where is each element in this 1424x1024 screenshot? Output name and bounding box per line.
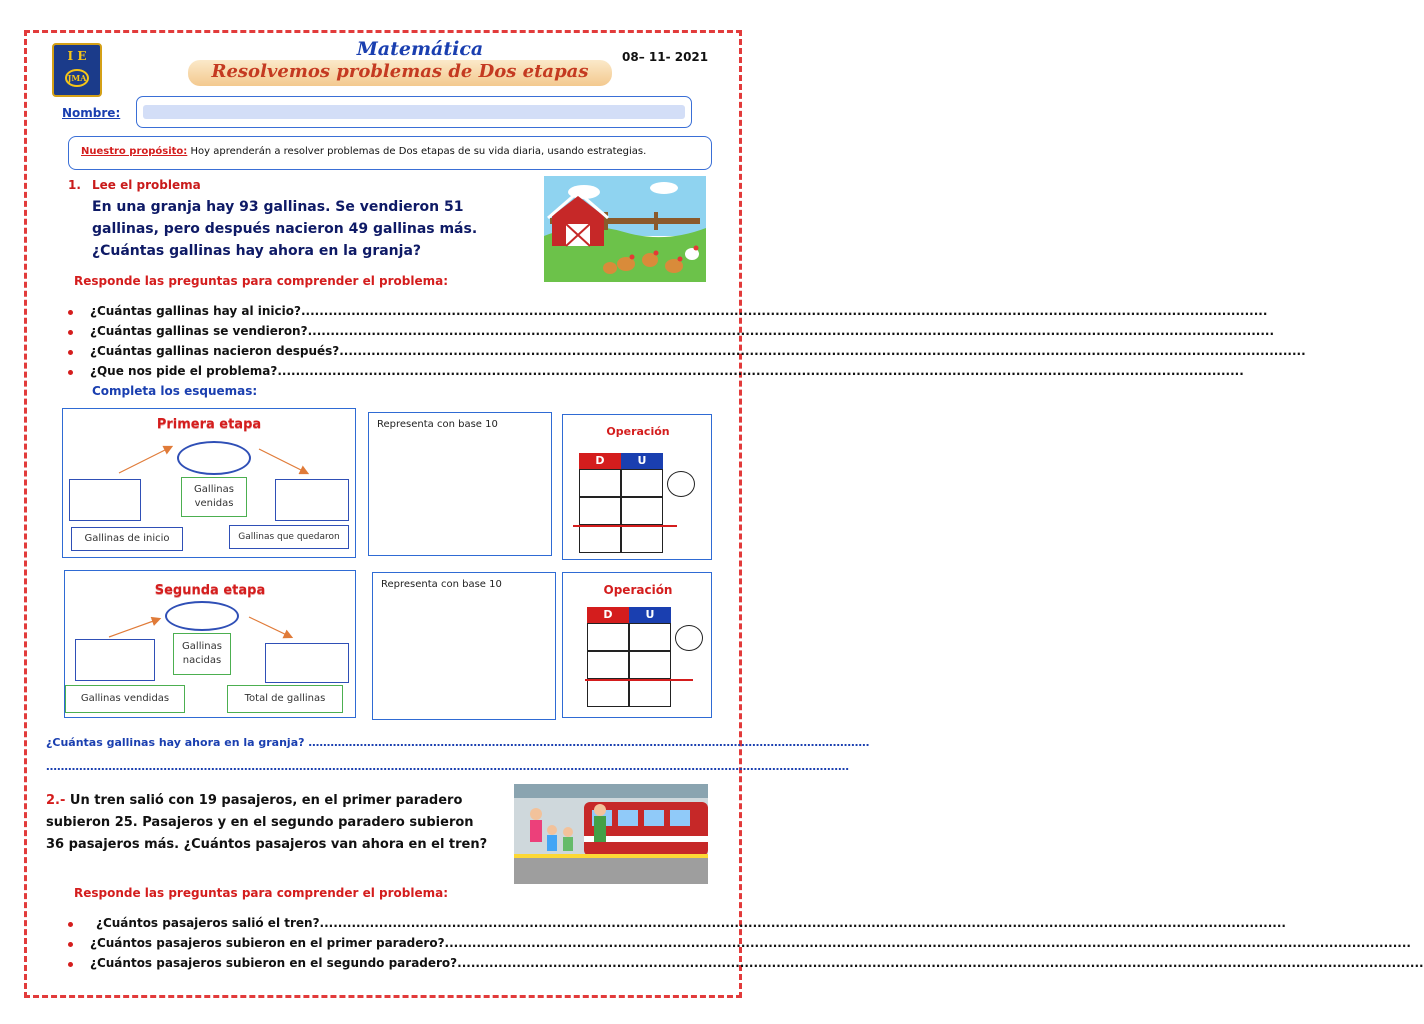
stage2-represent-box[interactable] — [372, 572, 556, 720]
table-cell[interactable] — [629, 623, 671, 651]
stage1-left-box[interactable] — [69, 479, 141, 521]
problem2-questions — [68, 916, 708, 976]
complete-instruction: Completa los esquemas: — [92, 384, 258, 398]
question-text: ¿Cuántos pasajeros subieron en el segundo paradero? ..... — [90, 956, 694, 970]
question-text: ¿Que nos pide el problema? ..... — [90, 364, 700, 378]
stage1-operation-label: Operación — [606, 425, 670, 438]
stage1-right-box[interactable] — [275, 479, 349, 521]
table-cell[interactable] — [629, 651, 671, 679]
stage1-represent-box[interactable] — [368, 412, 552, 556]
stage2-left-label: Gallinas vendidas — [65, 685, 185, 713]
problem1-heading: Lee el problema — [92, 178, 201, 192]
stage2-right-box[interactable] — [265, 643, 349, 683]
question-text: ¿Cuántas gallinas se vendieron? ..... — [90, 324, 710, 338]
question-text: ¿Cuántas gallinas nacieron después? ..... — [90, 344, 710, 358]
stage2-middle-label: Gallinas nacidas — [173, 633, 231, 675]
name-field[interactable] — [136, 96, 692, 128]
stage1-title: Primera etapa — [156, 417, 262, 432]
stage2-place-value-table — [587, 607, 671, 707]
logo-text: I E — [67, 49, 87, 63]
train-illustration — [514, 784, 708, 884]
stage2-operation-box — [562, 572, 712, 718]
problem2-number: 2.- — [46, 793, 66, 808]
table-cell[interactable] — [587, 651, 629, 679]
problem2-text: Un tren salió con 19 pasajeros, en el primer paradero subieron 25. Pasajeros y en el segundo paradero subieron 36 pasajeros más. ¿Cuántos pasajeros van ahora en el tren? — [46, 793, 488, 852]
question-text: ¿Cuántos pasajeros salió el tren? ..... — [96, 916, 700, 930]
table-cell[interactable] — [579, 469, 621, 497]
farm-illustration — [544, 176, 706, 282]
date: 08– 11- 2021 — [622, 50, 709, 64]
stage2-right-label: Total de gallinas — [227, 685, 343, 713]
problem2-instruction: Responde las preguntas para comprender el problema: — [74, 886, 448, 900]
stage1-left-label: Gallinas de inicio — [71, 527, 183, 551]
stage1-place-value-table — [579, 453, 663, 553]
stage1-represent-label: Representa con base 10 — [377, 419, 498, 430]
stage2-represent-label: Representa con base 10 — [381, 579, 502, 590]
purpose-box — [68, 136, 712, 170]
column-d: D — [579, 453, 621, 469]
purpose-text: Hoy aprenderán a resolver problemas de Dos etapas de su vida diaria, usando estrategias. — [190, 146, 647, 157]
table-cell[interactable] — [621, 469, 663, 497]
answer1-line-2[interactable]: ………………………………………………………………………………………………………………………………………………………………………………………………… — [46, 760, 849, 773]
table-cell[interactable] — [629, 679, 671, 707]
operator-circle[interactable] — [675, 625, 703, 651]
train-image — [514, 784, 708, 884]
table-cell[interactable] — [579, 497, 621, 525]
stage2-operation-label: Operación — [603, 583, 673, 597]
answer1-question: ¿Cuántas gallinas hay ahora en la granja? — [46, 736, 305, 749]
page-title: Matemática — [356, 38, 484, 60]
stage1-diagram — [62, 408, 356, 558]
table-cell[interactable] — [621, 497, 663, 525]
question-text: ¿Cuántas gallinas hay al inicio? ..... — [90, 304, 710, 318]
school-logo — [52, 43, 102, 97]
page-subtitle: Resolvemos problemas de Dos etapas — [188, 60, 612, 86]
operator-circle[interactable] — [667, 471, 695, 497]
table-cell[interactable] — [587, 623, 629, 651]
stage1-operation-box — [562, 414, 712, 560]
farm-image — [544, 176, 706, 282]
table-cell[interactable] — [621, 525, 663, 553]
stage2-left-box[interactable] — [75, 639, 155, 681]
problem1-questions — [68, 304, 718, 384]
problem1-number: 1. — [68, 178, 81, 192]
problem2 — [46, 790, 496, 856]
column-d: D — [587, 607, 629, 623]
table-cell[interactable] — [587, 679, 629, 707]
sum-line — [573, 525, 677, 527]
column-u: U — [621, 453, 663, 469]
problem1-instruction: Responde las preguntas para comprender el problema: — [74, 274, 448, 288]
name-label: Nombre: — [62, 106, 121, 120]
column-u: U — [629, 607, 671, 623]
stage1-middle-label: Gallinas venidas — [181, 477, 247, 517]
question-text: ¿Cuántos pasajeros subieron en el primer paradero? ..... — [90, 936, 684, 950]
stage2-title: Segunda etapa — [154, 583, 266, 598]
logo-sub: JMA — [65, 69, 89, 87]
purpose-label: Nuestro propósito: — [81, 146, 188, 157]
problem1-text: En una granja hay 93 gallinas. Se vendieron 51 gallinas, pero después nacieron 49 gallinas más. ¿Cuántas gallinas hay ahora en la granja? — [92, 199, 478, 259]
stage2-diagram — [64, 570, 356, 718]
sum-line — [585, 679, 693, 681]
stage1-right-label: Gallinas que quedaron — [229, 525, 349, 549]
table-cell[interactable] — [579, 525, 621, 553]
answer1-line[interactable]: ¿Cuántas gallinas hay ahora en la granja? ……………………………………………………………………………………………………………………………………… — [46, 736, 870, 749]
